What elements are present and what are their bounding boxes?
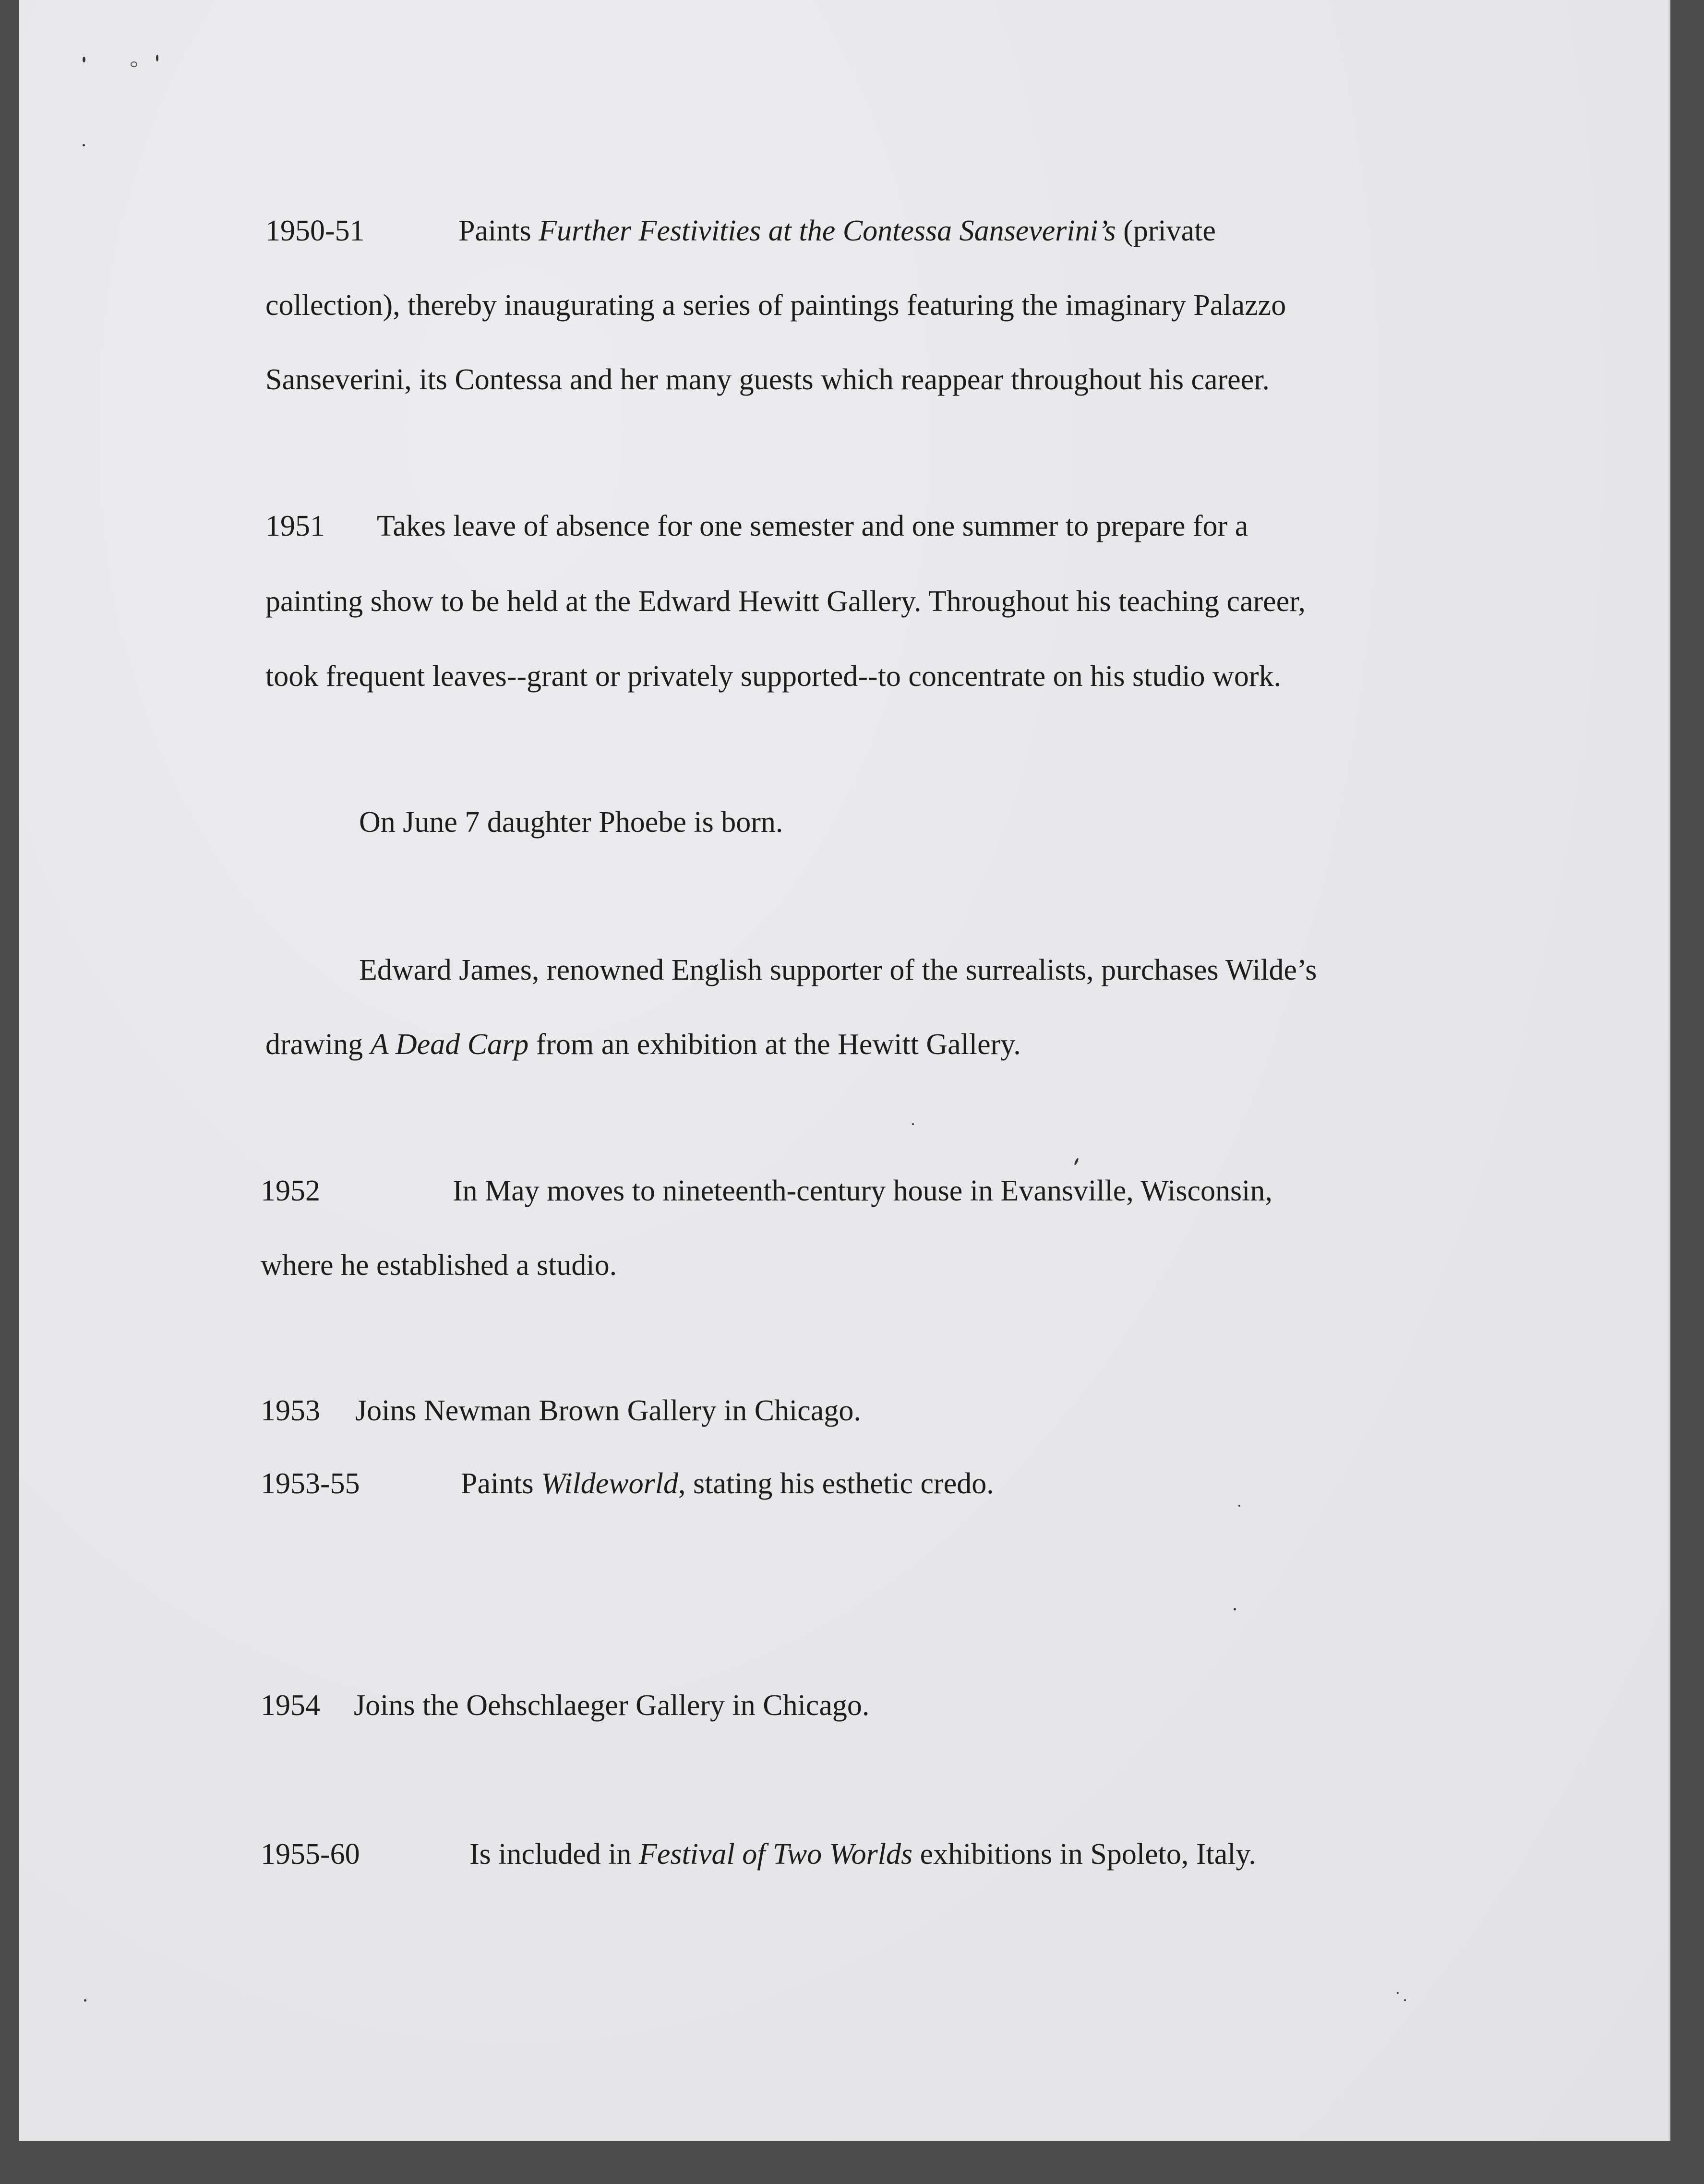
scan-speck xyxy=(156,55,158,61)
scan-speck xyxy=(1397,1992,1399,1994)
entry-line: Edward James, renowned English supporter of the surrealists, purchases Wilde’s xyxy=(359,954,1317,986)
entry-year: 1951 xyxy=(265,510,325,542)
scan-speck xyxy=(1238,1505,1240,1507)
entry-line: Sanseverini, its Contessa and her many guests which reappear throughout his career. xyxy=(265,363,1270,396)
scan-speck xyxy=(83,57,85,62)
exhibition-title: Festival of Two Worlds xyxy=(639,1838,913,1871)
entry-line: In May moves to nineteenth-century house in Evansville, Wisconsin, xyxy=(453,1175,1272,1207)
entry-line: Takes leave of absence for one semester and one summer to prepare for a xyxy=(377,510,1248,542)
entry-line: where he established a studio. xyxy=(261,1249,617,1282)
entry-line: Is included in Festival of Two Worlds exhibitions in Spoleto, Italy. xyxy=(469,1838,1256,1871)
entry-year: 1953-55 xyxy=(261,1467,360,1500)
entry-line: took frequent leaves--grant or privately supported--to concentrate on his studio work. xyxy=(265,660,1281,693)
artwork-title: A Dead Carp xyxy=(370,1028,529,1061)
entry-year: 1952 xyxy=(261,1175,320,1207)
entry-line: painting show to be held at the Edward Hewitt Gallery. Throughout his teaching career, xyxy=(265,585,1306,618)
entry-year: 1955-60 xyxy=(261,1838,360,1871)
entry-line: Joins the Oehschlaeger Gallery in Chicago. xyxy=(354,1689,870,1722)
paper-sheet xyxy=(19,0,1670,2141)
entry-line: On June 7 daughter Phoebe is born. xyxy=(359,806,783,839)
scan-speck xyxy=(131,61,137,67)
scan-speck xyxy=(84,1999,86,2002)
entry-line: Joins Newman Brown Gallery in Chicago. xyxy=(355,1394,861,1427)
entry-line: Paints Further Festivities at the Contessa Sanseverini’s (private xyxy=(458,215,1216,247)
scan-speck xyxy=(1404,1999,1406,2001)
artwork-title: Further Festivities at the Contessa Sanseverini’s xyxy=(539,215,1116,247)
scan-speck xyxy=(1234,1608,1236,1610)
entry-line: collection), thereby inaugurating a series of paintings featuring the imaginary Palazzo xyxy=(265,289,1286,322)
artwork-title: Wildeworld xyxy=(541,1467,678,1500)
entry-year: 1954 xyxy=(261,1689,320,1722)
entry-line: drawing A Dead Carp from an exhibition at the Hewitt Gallery. xyxy=(265,1028,1021,1061)
paper-edge xyxy=(1668,0,1670,2141)
scan-speck xyxy=(912,1123,914,1125)
entry-year: 1953 xyxy=(261,1394,320,1427)
entry-line: Paints Wildeworld, stating his esthetic credo. xyxy=(461,1467,994,1500)
scan-speck xyxy=(1074,1158,1079,1166)
scan-speck xyxy=(83,144,85,146)
entry-year: 1950-51 xyxy=(265,215,365,247)
